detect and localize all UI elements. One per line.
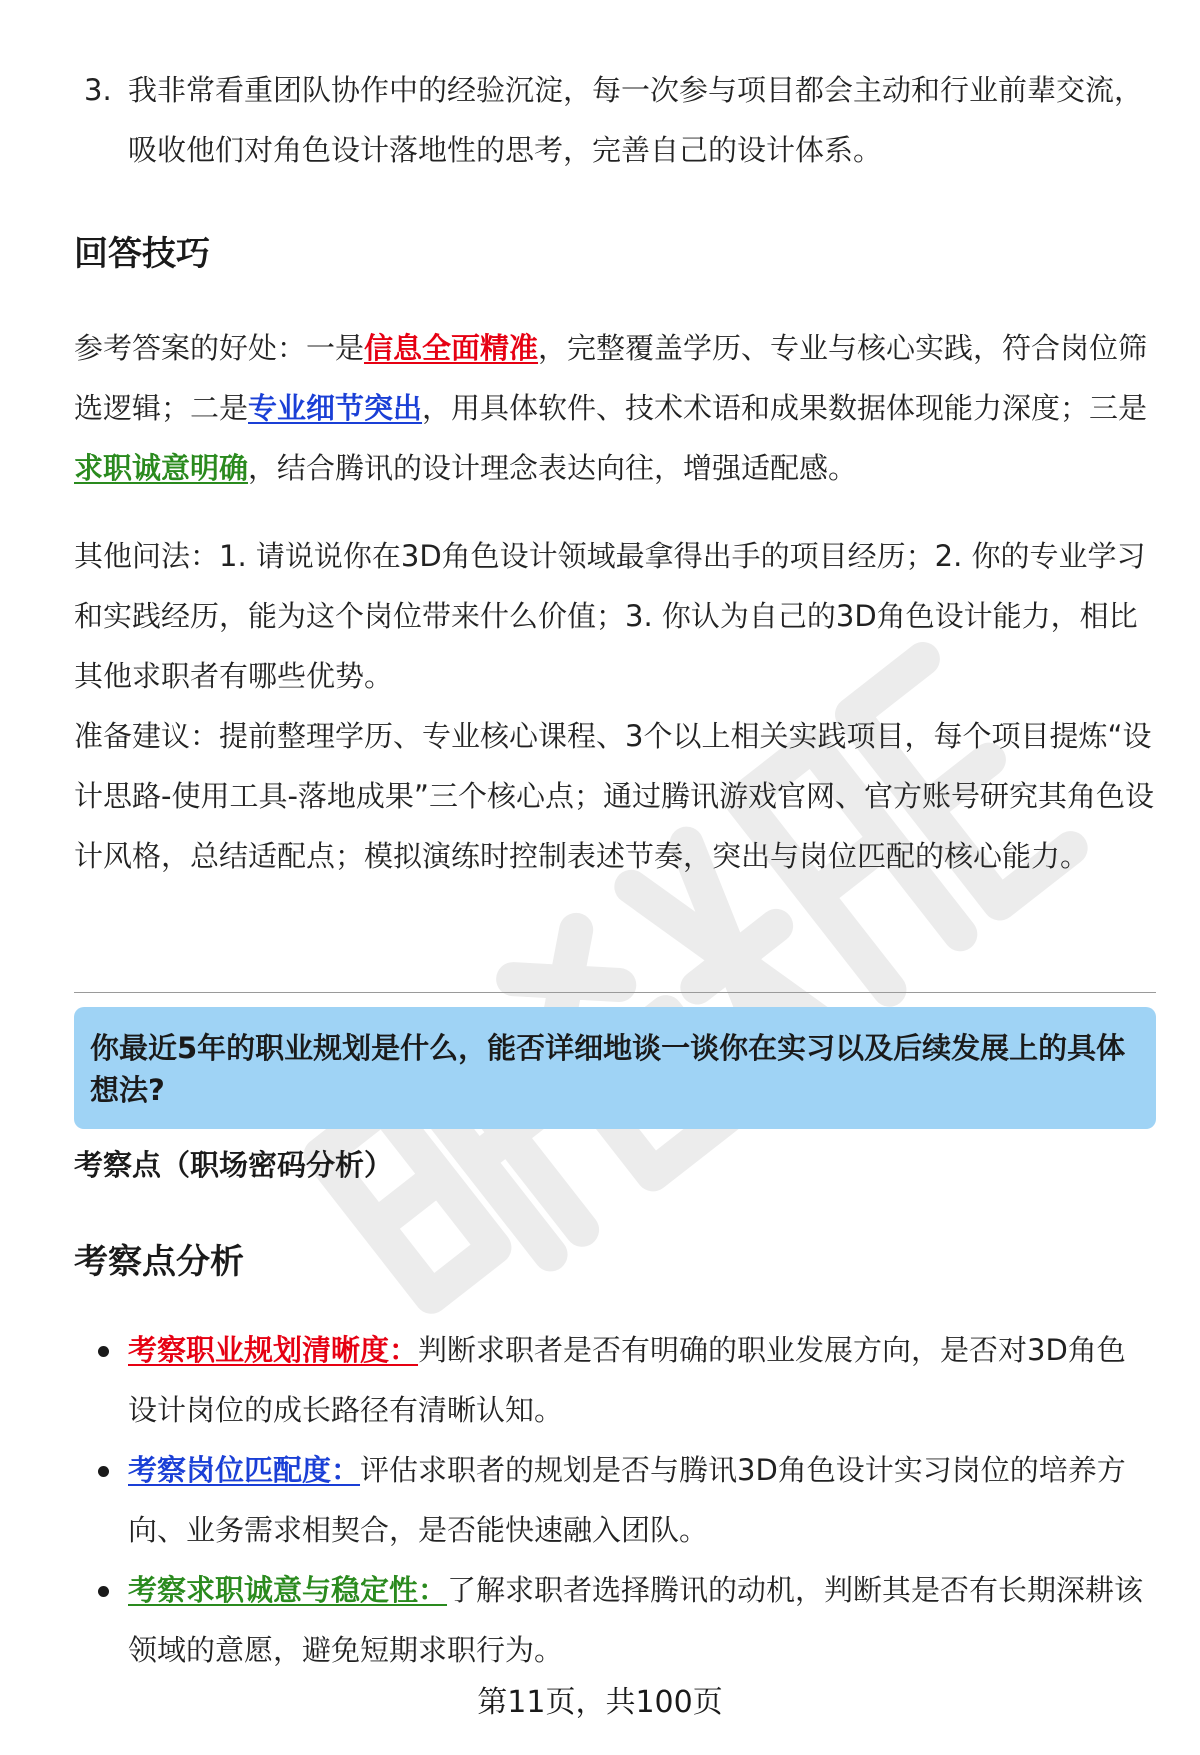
question-box [74,1007,1156,1129]
bullet-dot-icon [98,1346,109,1357]
ordered-list-item [74,60,1154,180]
benefits-paragraph [74,318,1164,498]
highlight-info-complete: 信息全面精准 [364,331,539,365]
section-divider [74,992,1156,993]
benefits-text-2: ，完整覆盖学历、专业与核心实践，符合岗位筛选逻辑；二是 [74,331,1148,425]
bullet-label: 考察岗位匹配度： [128,1453,361,1487]
exam-point-label: 考察点（职场密码分析） [74,1148,394,1182]
list-item-text: 我非常看重团队协作中的经验沉淀，每一次参与项目都会主动和行业前辈交流，吸收他们对角色设计落地性的思考，完善自己的设计体系。 [128,73,1144,167]
section-heading-analysis: 考察点分析 [74,1242,244,1282]
other-questions-paragraph: 其他问法：1. 请说说你在3D角色设计领域最拿得出手的项目经历；2. 你的专业学习和实践经历，能为这个岗位带来什么价值；3. 你认为自己的3D角色设计能力，相比其他求职者有哪些优势。 [74,539,1146,693]
question-text: 你最近5年的职业规划是什么，能否详细地谈一谈你在实习以及后续发展上的具体想法? [90,1031,1126,1107]
analysis-bullet-list [74,1320,1154,1680]
preparation-paragraph: 准备建议：提前整理学历、专业核心课程、3个以上相关实践项目，每个项目提炼“设计思路-使用工具-落地成果”三个核心点；通过腾讯游戏官网、官方账号研究其角色设计风格，总结适配点；模拟演练时控制表述节奏，突出与岗位匹配的核心能力。 [74,719,1154,873]
benefits-text-3: ，用具体软件、技术术语和成果数据体现能力深度；三是 [422,391,1148,425]
bullet-label: 考察职业规划清晰度： [128,1333,419,1367]
benefits-text-1: 参考答案的好处：一是 [74,331,365,365]
bullet-text: 判断求职者是否有明确的职业发展方向，是否对3D角色设计岗位的成长路径有清晰认知。 [128,1333,1126,1427]
page-number-footer: 第11页，共100页 [477,1685,723,1720]
bullet-label: 考察求职诚意与稳定性： [128,1573,448,1607]
bullet-dot-icon [98,1466,109,1477]
section-heading-answer-tips: 回答技巧 [74,234,210,274]
highlight-sincerity-clear: 求职诚意明确 [74,451,249,485]
bullet-dot-icon [98,1586,109,1597]
list-item [74,1440,1154,1560]
list-item [74,1560,1154,1680]
benefits-text-4: ，结合腾讯的设计理念表达向往，增强适配感。 [248,451,858,485]
bullet-text: 评估求职者的规划是否与腾讯3D角色设计实习岗位的培养方向、业务需求相契合，是否能快速融入团队。 [128,1453,1126,1547]
list-item-number: 3. [84,73,112,107]
list-item [74,1320,1154,1440]
bullet-text: 了解求职者选择腾讯的动机，判断其是否有长期深耕该领域的意愿，避免短期求职行为。 [128,1573,1144,1667]
highlight-detail-prominent: 专业细节突出 [248,391,423,425]
